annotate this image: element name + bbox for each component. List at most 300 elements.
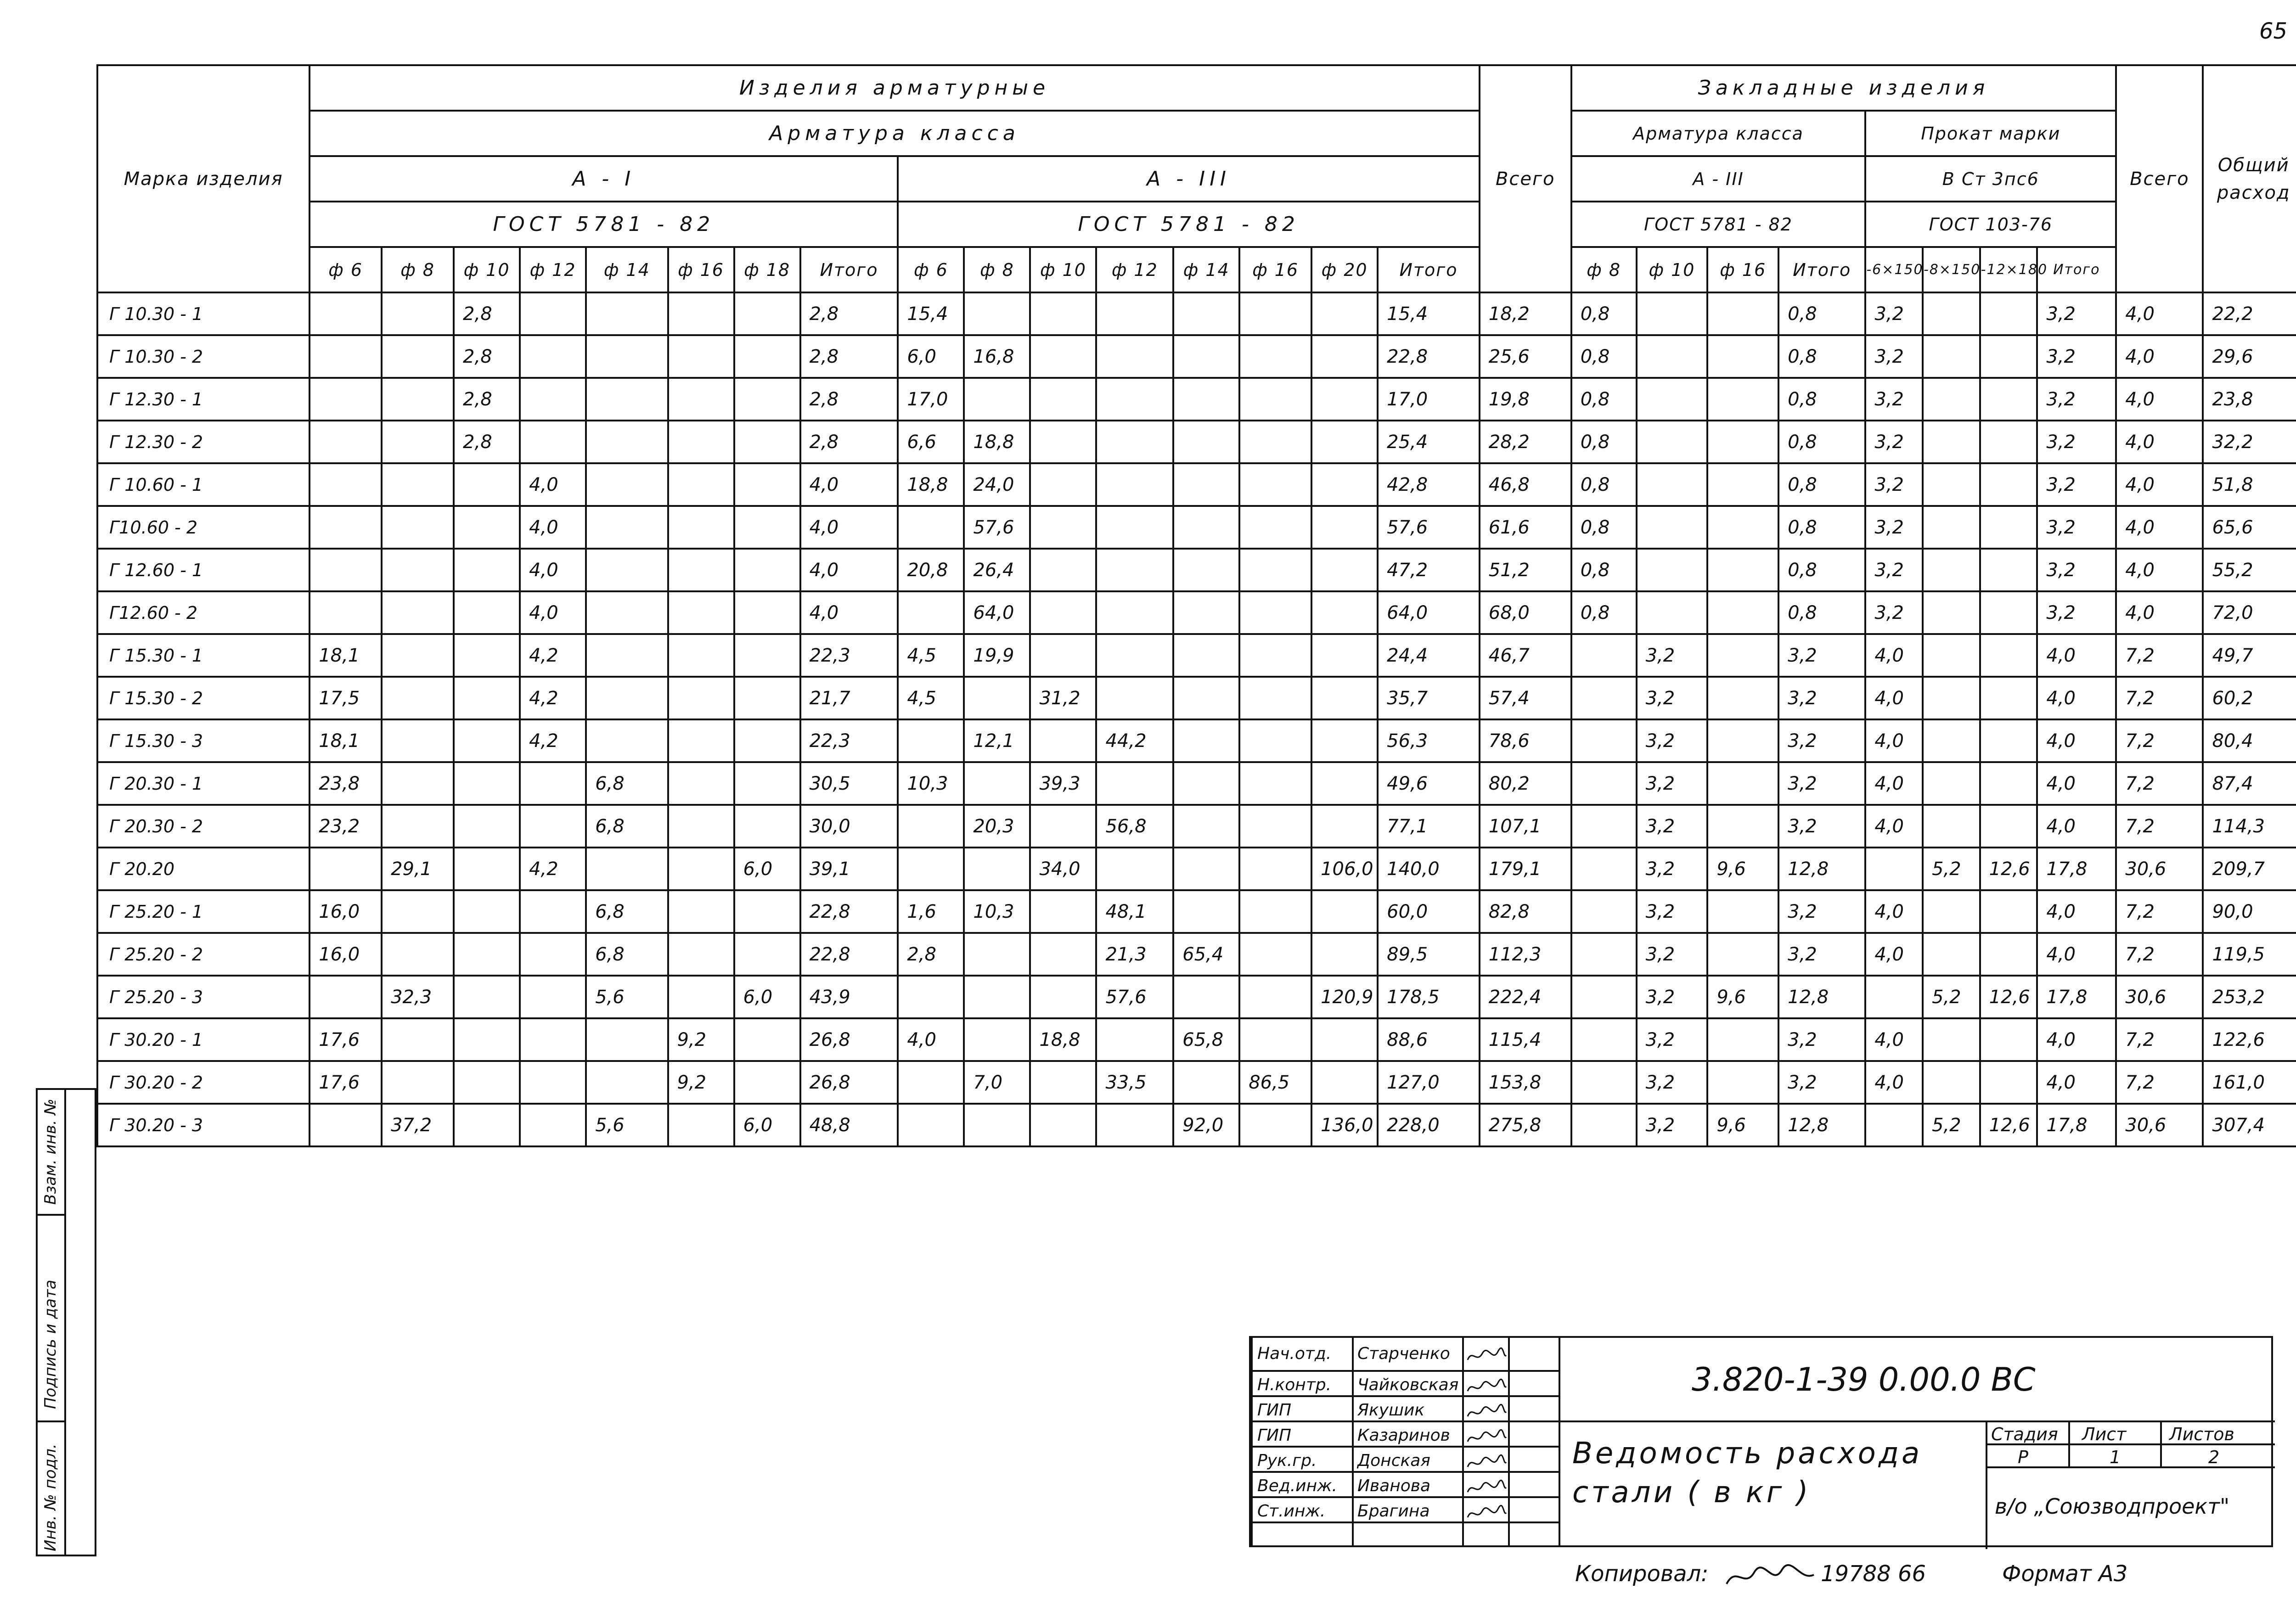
- a3-col-2-header: ф 10: [1030, 247, 1096, 292]
- table-cell: 0,8: [1571, 421, 1637, 463]
- table-cell: 3,2: [1865, 378, 1923, 421]
- table-cell: [734, 890, 800, 933]
- table-cell: [310, 506, 382, 549]
- table-cell: 209,7: [2203, 848, 2296, 890]
- zak-col-0-header: ф 8: [1571, 247, 1637, 292]
- table-cell: 3,2: [1637, 719, 1708, 762]
- table-cell: 2,8: [800, 335, 898, 378]
- table-cell: [382, 805, 454, 848]
- table-cell: [734, 335, 800, 378]
- table-cell: 17,6: [310, 1061, 382, 1104]
- table-cell: [1571, 762, 1637, 805]
- table-row: [97, 421, 2296, 463]
- a3-col-5-header: ф 16: [1239, 247, 1311, 292]
- row-mark: Г 10.30 - 1: [97, 292, 310, 335]
- table-cell: 12,8: [1778, 976, 1865, 1018]
- table-cell: 6,0: [898, 335, 964, 378]
- table-cell: [734, 292, 800, 335]
- table-cell: 0,8: [1571, 378, 1637, 421]
- row-mark: Г12.60 - 2: [97, 591, 310, 634]
- table-cell: [1707, 719, 1778, 762]
- row-mark: Г 20.30 - 2: [97, 805, 310, 848]
- table-cell: 31,2: [1030, 677, 1096, 719]
- table-cell: 4,0: [1865, 1018, 1923, 1061]
- table-cell: [520, 378, 586, 421]
- table-cell: 16,8: [964, 335, 1030, 378]
- table-cell: 6,8: [586, 933, 668, 976]
- table-cell: [382, 549, 454, 591]
- table-cell: [586, 378, 668, 421]
- table-cell: 24,4: [1378, 634, 1480, 677]
- table-cell: 82,8: [1480, 890, 1571, 933]
- table-cell: 3,2: [2037, 591, 2116, 634]
- table-cell: [668, 719, 734, 762]
- table-cell: 4,0: [520, 591, 586, 634]
- table-cell: [1311, 762, 1378, 805]
- table-cell: 65,4: [1173, 933, 1239, 976]
- table-cell: 307,4: [2203, 1104, 2296, 1146]
- table-cell: 39,3: [1030, 762, 1096, 805]
- tb-role: ГИП: [1257, 1426, 1292, 1445]
- table-cell: 9,2: [668, 1018, 734, 1061]
- row-mark: Г 20.30 - 1: [97, 762, 310, 805]
- table-cell: 30,6: [2116, 848, 2203, 890]
- table-cell: 64,0: [1378, 591, 1480, 634]
- table-cell: [1923, 677, 1980, 719]
- table-cell: [382, 292, 454, 335]
- table-cell: 78,6: [1480, 719, 1571, 762]
- table-cell: [668, 677, 734, 719]
- table-cell: [1239, 292, 1311, 335]
- a1-col-2-header: ф 10: [454, 247, 520, 292]
- table-cell: 4,0: [1865, 933, 1923, 976]
- table-cell: 56,3: [1378, 719, 1480, 762]
- table-cell: [1980, 1061, 2037, 1104]
- table-cell: [382, 890, 454, 933]
- table-cell: [1096, 634, 1173, 677]
- table-cell: [964, 976, 1030, 1018]
- table-cell: 4,0: [1865, 719, 1923, 762]
- table-cell: 153,8: [1480, 1061, 1571, 1104]
- table-cell: [1980, 1018, 2037, 1061]
- table-cell: [1637, 421, 1708, 463]
- table-cell: [964, 848, 1030, 890]
- table-cell: [1096, 549, 1173, 591]
- table-row: [97, 634, 2296, 677]
- table-cell: 90,0: [2203, 890, 2296, 933]
- table-cell: [1311, 1018, 1378, 1061]
- table-cell: 7,2: [2116, 634, 2203, 677]
- table-cell: 0,8: [1778, 421, 1865, 463]
- table-cell: 20,8: [898, 549, 964, 591]
- table-cell: 4,0: [2037, 890, 2116, 933]
- table-cell: 18,1: [310, 634, 382, 677]
- table-cell: [1980, 805, 2037, 848]
- table-cell: [1923, 591, 1980, 634]
- table-cell: 9,6: [1707, 1104, 1778, 1146]
- table-row: [97, 1061, 2296, 1104]
- table-cell: [668, 762, 734, 805]
- a1-col-3-header: ф 12: [520, 247, 586, 292]
- table-cell: [1096, 421, 1173, 463]
- table-cell: 4,0: [2116, 591, 2203, 634]
- vsego-header: Всего: [1480, 65, 1571, 292]
- table-cell: 4,0: [520, 549, 586, 591]
- table-cell: 77,1: [1378, 805, 1480, 848]
- signature-mark: [1466, 1477, 1507, 1498]
- table-row: [97, 591, 2296, 634]
- table-cell: [1173, 292, 1239, 335]
- table-cell: [964, 292, 1030, 335]
- copier-signature: [1724, 1561, 1816, 1593]
- table-cell: 9,6: [1707, 976, 1778, 1018]
- table-cell: [1239, 378, 1311, 421]
- table-cell: 5,2: [1923, 848, 1980, 890]
- table-cell: [1096, 335, 1173, 378]
- table-cell: 19,9: [964, 634, 1030, 677]
- table-cell: 72,0: [2203, 591, 2296, 634]
- table-cell: [454, 933, 520, 976]
- page-number: 65: [2259, 18, 2288, 44]
- table-cell: [520, 805, 586, 848]
- table-cell: 4,5: [898, 634, 964, 677]
- table-cell: 18,1: [310, 719, 382, 762]
- table-row: [97, 719, 2296, 762]
- table-cell: [668, 976, 734, 1018]
- table-cell: 4,0: [2037, 933, 2116, 976]
- table-cell: 26,8: [800, 1061, 898, 1104]
- a3-col-4-header: ф 14: [1173, 247, 1239, 292]
- table-cell: 22,3: [800, 719, 898, 762]
- table-cell: 3,2: [2037, 549, 2116, 591]
- table-cell: [1707, 506, 1778, 549]
- table-cell: 4,0: [1865, 890, 1923, 933]
- prok-col-2-header: -12×180: [1980, 247, 2037, 292]
- table-cell: [668, 805, 734, 848]
- table-cell: 3,2: [2037, 335, 2116, 378]
- table-cell: 12,6: [1980, 848, 2037, 890]
- table-cell: [1311, 463, 1378, 506]
- table-cell: [1311, 1061, 1378, 1104]
- table-cell: 3,2: [1778, 634, 1865, 677]
- table-cell: [454, 1061, 520, 1104]
- table-cell: 25,4: [1378, 421, 1480, 463]
- table-cell: [1311, 890, 1378, 933]
- table-cell: [1096, 591, 1173, 634]
- a1-col-6-header: ф 18: [734, 247, 800, 292]
- table-cell: 4,0: [1865, 634, 1923, 677]
- title-line1: Ведомость расхода: [1572, 1437, 1923, 1471]
- table-cell: 4,0: [898, 1018, 964, 1061]
- row-mark: Г 15.30 - 1: [97, 634, 310, 677]
- tb-role: Н.контр.: [1257, 1375, 1332, 1394]
- table-cell: [1173, 890, 1239, 933]
- table-cell: 2,8: [898, 933, 964, 976]
- table-cell: 10,3: [964, 890, 1030, 933]
- table-cell: [1030, 805, 1096, 848]
- table-cell: 57,4: [1480, 677, 1571, 719]
- table-cell: [382, 506, 454, 549]
- table-cell: [310, 549, 382, 591]
- table-cell: [1865, 848, 1923, 890]
- table-cell: [668, 634, 734, 677]
- table-cell: [668, 292, 734, 335]
- table-cell: [1096, 762, 1173, 805]
- a1-col-1-header: ф 8: [382, 247, 454, 292]
- table-row: [97, 677, 2296, 719]
- table-cell: 7,0: [964, 1061, 1030, 1104]
- table-cell: 10,3: [898, 762, 964, 805]
- table-cell: 2,8: [454, 378, 520, 421]
- table-cell: 1,6: [898, 890, 964, 933]
- table-cell: 30,0: [800, 805, 898, 848]
- table-row: [97, 805, 2296, 848]
- table-cell: [1173, 335, 1239, 378]
- table-cell: 275,8: [1480, 1104, 1571, 1146]
- table-cell: [668, 1104, 734, 1146]
- tb-name: Брагина: [1357, 1502, 1430, 1521]
- zak-col-1-header: ф 10: [1637, 247, 1708, 292]
- table-cell: [1030, 549, 1096, 591]
- table-cell: [1030, 1104, 1096, 1146]
- table-cell: [1571, 805, 1637, 848]
- table-cell: [586, 848, 668, 890]
- table-cell: [1980, 335, 2037, 378]
- table-cell: 60,2: [2203, 677, 2296, 719]
- tb-role: Нач.отд.: [1257, 1344, 1332, 1363]
- table-cell: [1311, 933, 1378, 976]
- tb-role: Ст.инж.: [1257, 1502, 1326, 1521]
- table-row: [97, 933, 2296, 976]
- table-cell: [1173, 421, 1239, 463]
- table-cell: 114,3: [2203, 805, 2296, 848]
- copied-label: Копировал:: [1575, 1561, 1709, 1587]
- row-mark: Г 25.20 - 2: [97, 933, 310, 976]
- table-cell: 23,8: [310, 762, 382, 805]
- table-cell: 19,8: [1480, 378, 1571, 421]
- table-cell: 140,0: [1378, 848, 1480, 890]
- table-cell: [734, 1018, 800, 1061]
- table-cell: 23,2: [310, 805, 382, 848]
- table-cell: [1707, 805, 1778, 848]
- tb-name: Старченко: [1357, 1344, 1450, 1363]
- a3-col-1-header: ф 8: [964, 247, 1030, 292]
- table-cell: 49,7: [2203, 634, 2296, 677]
- strip-label-vzam: Взам. инв. №: [41, 1099, 60, 1205]
- table-cell: [1096, 1104, 1173, 1146]
- table-cell: 112,3: [1480, 933, 1571, 976]
- table-cell: [520, 762, 586, 805]
- table-cell: [898, 1061, 964, 1104]
- table-cell: [586, 1061, 668, 1104]
- table-cell: [1239, 976, 1311, 1018]
- table-cell: 34,0: [1030, 848, 1096, 890]
- table-cell: 4,0: [800, 463, 898, 506]
- table-cell: 127,0: [1378, 1061, 1480, 1104]
- gost4-header: ГОСТ 103-76: [1865, 202, 2116, 247]
- table-cell: 6,8: [586, 890, 668, 933]
- table-cell: 17,8: [2037, 976, 2116, 1018]
- table-cell: [1096, 1018, 1173, 1061]
- table-cell: 4,5: [898, 677, 964, 719]
- table-cell: 4,0: [2116, 292, 2203, 335]
- tb-role: Вед.инж.: [1257, 1476, 1337, 1495]
- table-cell: 30,6: [2116, 976, 2203, 1018]
- table-cell: [1311, 805, 1378, 848]
- table-cell: 2,8: [454, 292, 520, 335]
- left-approval-strip: [36, 1088, 96, 1556]
- table-cell: [1923, 805, 1980, 848]
- table-cell: [310, 378, 382, 421]
- table-cell: [1030, 719, 1096, 762]
- table-cell: [1239, 335, 1311, 378]
- a3-col-3-header: ф 12: [1096, 247, 1173, 292]
- table-cell: [1707, 591, 1778, 634]
- a1-col-4-header: ф 14: [586, 247, 668, 292]
- table-cell: [1571, 677, 1637, 719]
- copy-number: 19788 66: [1821, 1561, 1926, 1587]
- table-cell: 4,0: [800, 506, 898, 549]
- table-cell: [454, 506, 520, 549]
- table-cell: 3,2: [2037, 378, 2116, 421]
- izdelia-header: Изделия арматурные: [310, 65, 1480, 111]
- tb-role: Рук.гр.: [1257, 1451, 1317, 1470]
- a3-col-6-header: ф 20: [1311, 247, 1378, 292]
- table-cell: [1311, 634, 1378, 677]
- table-cell: 4,0: [1865, 1061, 1923, 1104]
- table-cell: [1923, 378, 1980, 421]
- table-cell: 4,0: [2037, 634, 2116, 677]
- prok-col-0-header: -6×150: [1865, 247, 1923, 292]
- table-cell: 18,8: [964, 421, 1030, 463]
- table-cell: [454, 634, 520, 677]
- table-cell: [586, 591, 668, 634]
- table-cell: 3,2: [1637, 890, 1708, 933]
- table-cell: [668, 506, 734, 549]
- table-cell: 26,4: [964, 549, 1030, 591]
- table-cell: 21,7: [800, 677, 898, 719]
- table-cell: [1923, 335, 1980, 378]
- table-cell: 3,2: [1778, 1061, 1865, 1104]
- table-cell: 6,0: [734, 1104, 800, 1146]
- table-cell: [1707, 677, 1778, 719]
- table-cell: [964, 677, 1030, 719]
- table-cell: [1096, 506, 1173, 549]
- table-cell: [586, 335, 668, 378]
- table-cell: 80,4: [2203, 719, 2296, 762]
- table-cell: [1030, 421, 1096, 463]
- table-cell: [520, 890, 586, 933]
- title-line2: стали ( в кг ): [1572, 1476, 1811, 1510]
- table-cell: [1030, 378, 1096, 421]
- table-cell: [1311, 335, 1378, 378]
- table-cell: [1311, 677, 1378, 719]
- table-cell: [1980, 677, 2037, 719]
- table-cell: [668, 378, 734, 421]
- table-cell: [1707, 463, 1778, 506]
- table-cell: [1923, 933, 1980, 976]
- table-cell: [668, 549, 734, 591]
- table-cell: [1030, 506, 1096, 549]
- table-cell: [1239, 591, 1311, 634]
- table-cell: [964, 1104, 1030, 1146]
- table-row: [97, 762, 2296, 805]
- table-cell: [1173, 506, 1239, 549]
- table-cell: [1239, 805, 1311, 848]
- table-row: [97, 848, 2296, 890]
- table-cell: [586, 677, 668, 719]
- table-cell: [1311, 506, 1378, 549]
- zak-col-3-header: Итого: [1778, 247, 1865, 292]
- table-cell: [1637, 549, 1708, 591]
- table-cell: [1980, 719, 2037, 762]
- table-cell: 4,0: [2116, 421, 2203, 463]
- table-cell: 17,0: [898, 378, 964, 421]
- table-cell: 17,5: [310, 677, 382, 719]
- table-cell: 42,8: [1378, 463, 1480, 506]
- table-cell: 17,0: [1378, 378, 1480, 421]
- row-mark: Г 30.20 - 2: [97, 1061, 310, 1104]
- table-cell: 4,2: [520, 634, 586, 677]
- table-cell: [1173, 463, 1239, 506]
- row-mark: Г 15.30 - 3: [97, 719, 310, 762]
- table-cell: 3,2: [1637, 805, 1708, 848]
- table-cell: 4,0: [2037, 762, 2116, 805]
- stage-label: Стадия: [1991, 1424, 2058, 1444]
- table-row: [97, 463, 2296, 506]
- table-cell: 178,5: [1378, 976, 1480, 1018]
- prok-col-3-header: Итого: [2037, 247, 2116, 292]
- table-cell: [454, 591, 520, 634]
- table-cell: 21,3: [1096, 933, 1173, 976]
- table-cell: [1571, 1061, 1637, 1104]
- table-cell: [1637, 378, 1708, 421]
- table-cell: 0,8: [1571, 591, 1637, 634]
- table-cell: 3,2: [1778, 805, 1865, 848]
- table-cell: [1239, 848, 1311, 890]
- table-cell: [310, 1104, 382, 1146]
- tb-name: Донская: [1357, 1451, 1430, 1470]
- table-cell: [586, 1018, 668, 1061]
- table-cell: 2,8: [800, 292, 898, 335]
- table-cell: 28,2: [1480, 421, 1571, 463]
- table-cell: 12,6: [1980, 976, 2037, 1018]
- table-cell: [382, 719, 454, 762]
- table-cell: 47,2: [1378, 549, 1480, 591]
- table-cell: 5,2: [1923, 1104, 1980, 1146]
- table-cell: 51,8: [2203, 463, 2296, 506]
- table-cell: [454, 805, 520, 848]
- table-cell: [898, 805, 964, 848]
- table-cell: [1865, 976, 1923, 1018]
- table-cell: [1173, 976, 1239, 1018]
- table-cell: [520, 1061, 586, 1104]
- table-row: [97, 292, 2296, 335]
- tb-name: Казаринов: [1357, 1426, 1450, 1445]
- table-cell: 29,1: [382, 848, 454, 890]
- a1-col-5-header: ф 16: [668, 247, 734, 292]
- tb-name: Чайковская: [1357, 1375, 1459, 1394]
- table-cell: [1571, 933, 1637, 976]
- table-cell: [1637, 335, 1708, 378]
- table-cell: 20,3: [964, 805, 1030, 848]
- table-cell: 119,5: [2203, 933, 2296, 976]
- table-cell: 86,5: [1239, 1061, 1311, 1104]
- table-cell: [520, 1018, 586, 1061]
- gost1-header: ГОСТ 5781 - 82: [310, 202, 898, 247]
- table-cell: 22,8: [800, 933, 898, 976]
- table-cell: [382, 378, 454, 421]
